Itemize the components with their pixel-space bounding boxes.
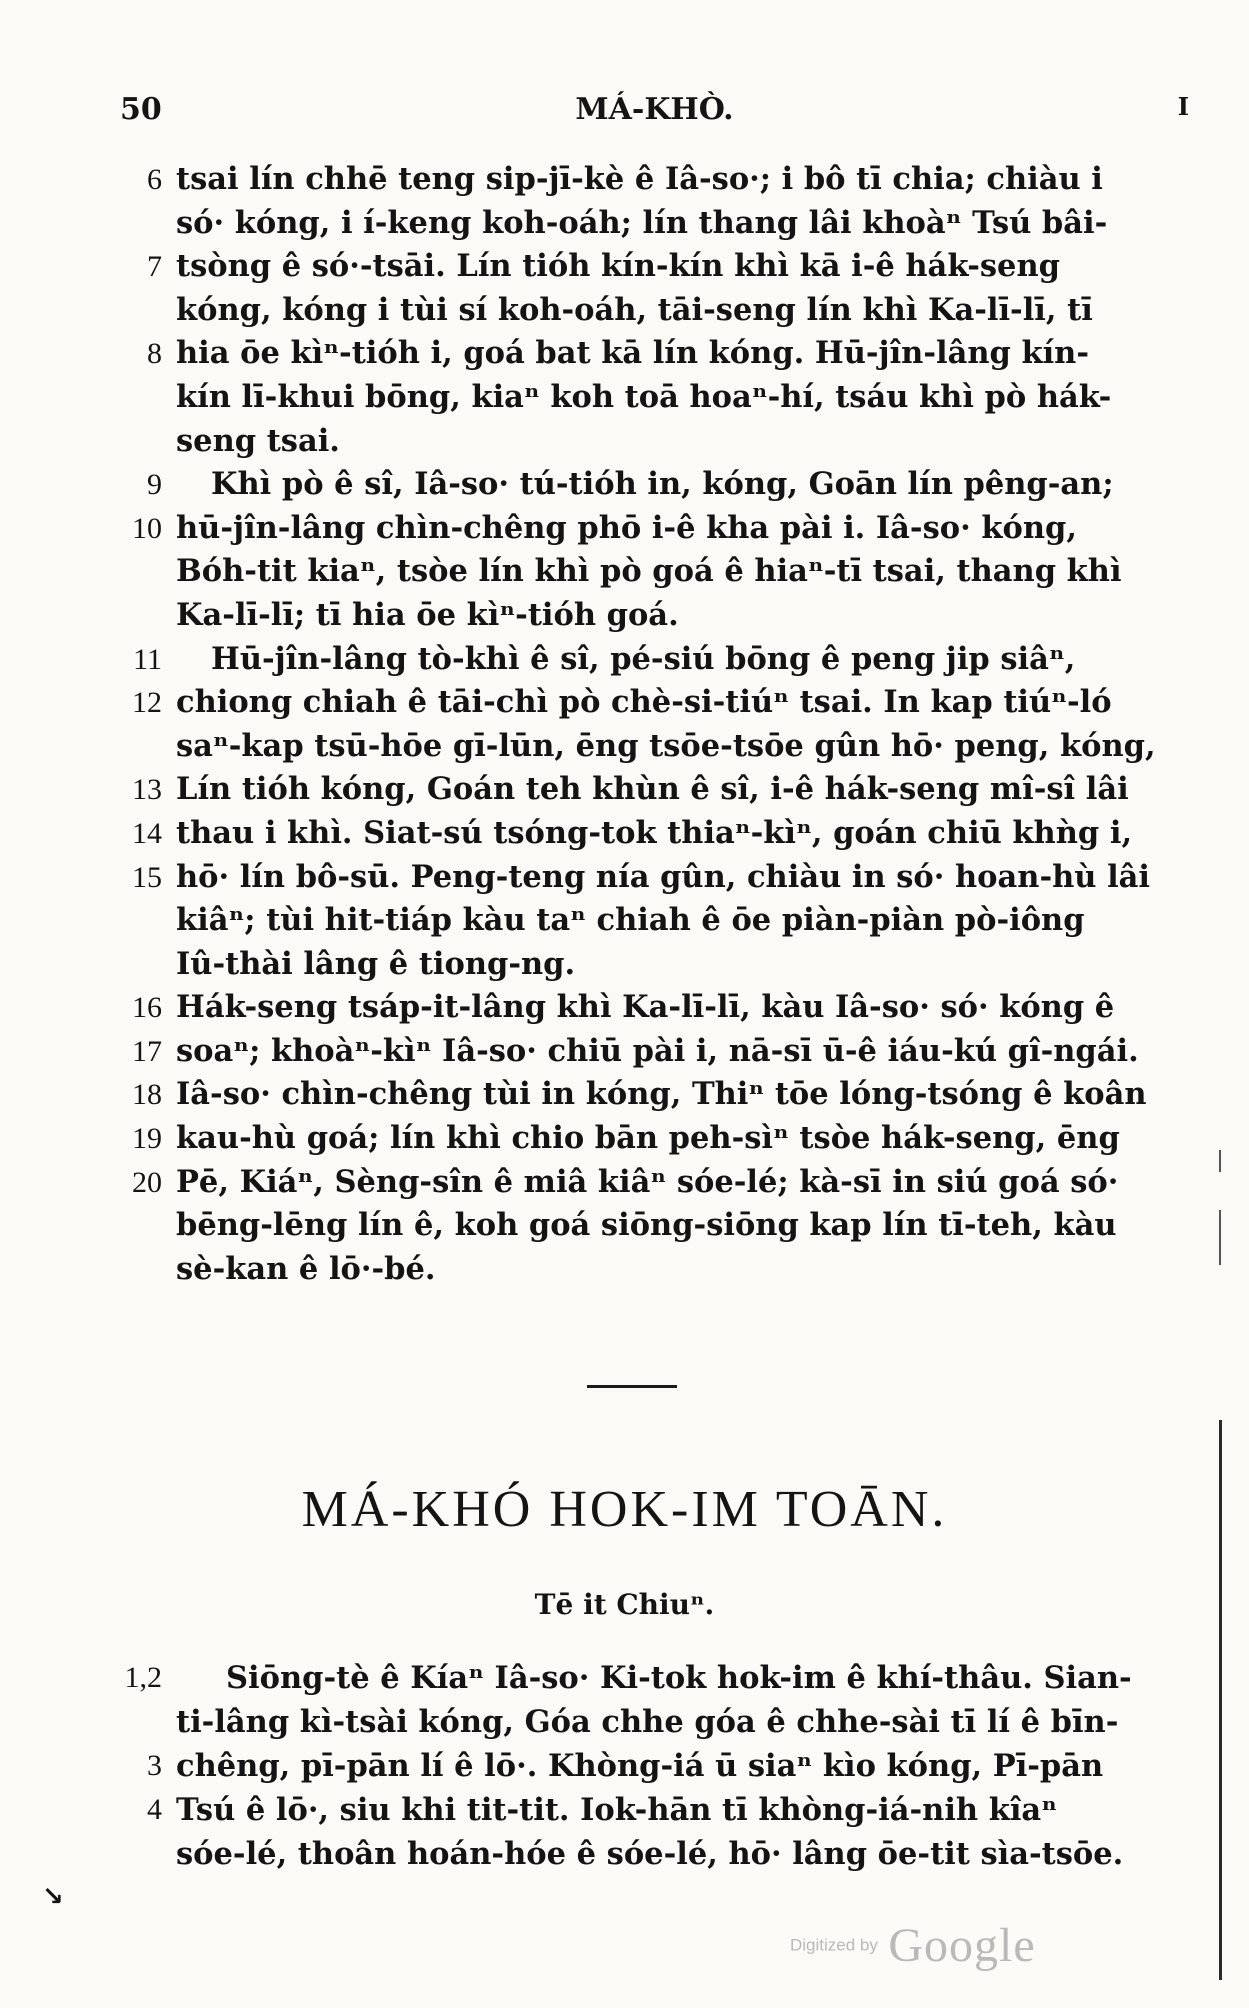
verse-number: 13 bbox=[132, 773, 162, 807]
page-edge-line bbox=[1219, 1420, 1222, 1980]
verse-line bbox=[116, 1788, 1196, 1832]
verse-text: seng tsai. bbox=[176, 422, 340, 459]
verse-line bbox=[116, 856, 1196, 900]
verse-text: Hū-jîn-lâng tò-khì ê sî, pé-siú bōng ê peng jip siâⁿ, bbox=[211, 640, 1076, 677]
verse-text: kiâⁿ; tùi hit-tiáp kàu taⁿ chiah ê ōe piàn-piàn pò-iông bbox=[176, 902, 1085, 939]
chapter-marker: I bbox=[1177, 92, 1189, 121]
verse-line bbox=[116, 507, 1196, 551]
verse-number: 6 bbox=[147, 163, 162, 196]
verse-line bbox=[116, 245, 1196, 289]
verse-text: Ka-lī-lī; tī hia ōe kìⁿ-tióh goá. bbox=[176, 596, 679, 633]
chapter-title: Tē it Chiuⁿ. bbox=[534, 1588, 715, 1621]
verse-text: ti-lâng kì-tsài kóng, Góa chhe góa ê chhe-sài tī lí ê bīn- bbox=[176, 1704, 1119, 1740]
verse-number: 8 bbox=[147, 337, 162, 371]
verse-line bbox=[116, 289, 1196, 333]
google-logo: Google bbox=[888, 1919, 1036, 1972]
verse-line bbox=[116, 1073, 1196, 1117]
verse-number: 9 bbox=[147, 468, 162, 502]
verse-block-bottom bbox=[116, 1656, 1196, 1876]
watermark-prefix: Digitized by bbox=[790, 1935, 878, 1955]
verse-line bbox=[116, 376, 1196, 420]
verse-text: kau-hù goá; lín khì chio bān peh-sìⁿ tsòe hák-seng, ēng bbox=[176, 1120, 1120, 1157]
verse-text: só· kóng, i í-keng koh-oáh; lín thang lâi khoàⁿ Tsú bâi- bbox=[176, 204, 1108, 241]
verse-number: 17 bbox=[132, 1034, 162, 1068]
verse-number: 16 bbox=[132, 991, 162, 1025]
verse-text: hia ōe kìⁿ-tióh i, goá bat kā lín kóng. Hū-jîn-lâng kín- bbox=[176, 335, 1090, 372]
verse-number: 19 bbox=[132, 1122, 162, 1156]
verse-line bbox=[116, 1656, 1196, 1700]
verse-text: Bóh-tit kiaⁿ, tsòe lín khì pò goá ê hiaⁿ-tī tsai, thang khì bbox=[176, 553, 1122, 590]
verse-text: kóng, kóng i tùi sí koh-oáh, tāi-seng lín khì Ka-lī-lī, tī bbox=[176, 291, 1093, 328]
verse-number: 4 bbox=[147, 1793, 162, 1826]
page-edge-tick bbox=[1219, 1210, 1221, 1265]
verse-number: 11 bbox=[133, 642, 162, 676]
page-title: MÁ-KHÒ. bbox=[575, 92, 734, 127]
verse-line bbox=[116, 1248, 1196, 1292]
verse-text: Khì pò ê sî, Iâ-so· tú-tióh in, kóng, Goān lín pêng-an; bbox=[211, 466, 1114, 503]
verse-line bbox=[116, 1832, 1196, 1876]
verse-text: chiong chiah ê tāi-chì pò chè-si-tiúⁿ tsai. In kap tiúⁿ-ló bbox=[176, 684, 1112, 721]
verse-text: chêng, pī-pān lí ê lō·. Khòng-iá ū siaⁿ kìo kóng, Pī-pān bbox=[176, 1748, 1104, 1784]
verse-number: 12 bbox=[132, 686, 162, 720]
verse-text: sóe-lé, thoân hoán-hóe ê sóe-lé, hō· lâng ōe-tit sìa-tsōe. bbox=[176, 1836, 1124, 1872]
verse-line bbox=[116, 463, 1196, 507]
verse-text: Pē, Kiáⁿ, Sèng-sîn ê miâ kiâⁿ sóe-lé; kà-sī in siú goá só· bbox=[176, 1163, 1119, 1200]
verse-line bbox=[116, 332, 1196, 376]
verse-number: 1,2 bbox=[124, 1661, 162, 1694]
verse-text: tsòng ê só·-tsāi. Lín tióh kín-kín khì kā i-ê hák-seng bbox=[176, 248, 1060, 285]
verse-text: hū-jîn-lâng chìn-chêng phō i-ê kha pài i. Iâ-so· kóng, bbox=[176, 509, 1077, 546]
verse-text: thau i khì. Siat-sú tsóng-tok thiaⁿ-kìⁿ, goán chiū khǹg i, bbox=[176, 814, 1133, 851]
verse-text: sè-kan ê lō·-bé. bbox=[176, 1250, 436, 1287]
verse-line bbox=[116, 594, 1196, 638]
page-number: 50 bbox=[120, 92, 162, 127]
verse-text: bēng-lēng lín ê, koh goá siōng-siōng kap lín tī-teh, kàu bbox=[176, 1207, 1117, 1244]
section-divider bbox=[587, 1385, 677, 1388]
margin-mark: ↘ bbox=[42, 1882, 64, 1912]
verse-line bbox=[116, 1700, 1196, 1744]
verse-line bbox=[116, 202, 1196, 246]
book-title: MÁ-KHÓ HOK-IM TOĀN. bbox=[301, 1481, 948, 1538]
verse-line bbox=[116, 986, 1196, 1030]
verse-line bbox=[116, 158, 1196, 202]
verse-text: Siōng-tè ê Kíaⁿ Iâ-so· Ki-tok hok-im ê khí-thâu. Sian- bbox=[226, 1660, 1132, 1696]
verse-number: 7 bbox=[147, 250, 162, 284]
verse-line bbox=[116, 768, 1196, 812]
verse-text: Iâ-so· chìn-chêng tùi in kóng, Thiⁿ tōe lóng-tsóng ê koân bbox=[176, 1076, 1147, 1113]
verse-text: Iû-thài lâng ê tiong-ng. bbox=[176, 945, 576, 982]
verse-line bbox=[116, 681, 1196, 725]
verse-number: 15 bbox=[132, 860, 162, 894]
verse-line bbox=[116, 638, 1196, 682]
verse-text: Tsú ê lō·, siu khi tit-tit. Iok-hān tī khòng-iá-nih kîaⁿ bbox=[176, 1792, 1058, 1828]
verse-number: 10 bbox=[132, 511, 162, 545]
verse-line bbox=[116, 420, 1196, 464]
verse-line bbox=[116, 1204, 1196, 1248]
page-edge-tick bbox=[1219, 1150, 1221, 1172]
verse-line bbox=[116, 899, 1196, 943]
running-head bbox=[120, 92, 1189, 132]
verse-text: saⁿ-kap tsū-hōe gī-lūn, ēng tsōe-tsōe gûn hō· peng, kóng, bbox=[176, 727, 1156, 764]
verse-number: 18 bbox=[132, 1078, 162, 1112]
verse-line bbox=[116, 1030, 1196, 1074]
verse-text: hō· lín bô-sū. Peng-teng nía gûn, chiàu in só· hoan-hù lâi bbox=[176, 858, 1151, 895]
verse-block-top bbox=[116, 158, 1196, 1291]
verse-line bbox=[116, 1117, 1196, 1161]
digitized-watermark bbox=[790, 1918, 1036, 1973]
verse-number: 14 bbox=[132, 816, 162, 850]
verse-line bbox=[116, 550, 1196, 594]
verse-text: Hák-seng tsáp-it-lâng khì Ka-lī-lī, kàu Iâ-so· só· kóng ê bbox=[176, 989, 1115, 1026]
verse-line bbox=[116, 943, 1196, 987]
verse-number: 20 bbox=[132, 1165, 162, 1199]
verse-text: soaⁿ; khoàⁿ-kìⁿ Iâ-so· chiū pài i, nā-sī ū-ê iáu-kú gî-ngái. bbox=[176, 1032, 1139, 1069]
verse-number: 3 bbox=[147, 1749, 162, 1782]
verse-text: kín lī-khui bōng, kiaⁿ koh toā hoaⁿ-hí, tsáu khì pò hák- bbox=[176, 378, 1112, 415]
verse-line bbox=[116, 1744, 1196, 1788]
verse-line bbox=[116, 812, 1196, 856]
verse-line bbox=[116, 1161, 1196, 1205]
verse-text: tsai lín chhē teng sip-jī-kè ê Iâ-so·; i bô tī chia; chiàu i bbox=[176, 161, 1103, 197]
verse-line bbox=[116, 725, 1196, 769]
verse-text: Lín tióh kóng, Goán teh khùn ê sî, i-ê hák-seng mî-sî lâi bbox=[176, 771, 1129, 808]
